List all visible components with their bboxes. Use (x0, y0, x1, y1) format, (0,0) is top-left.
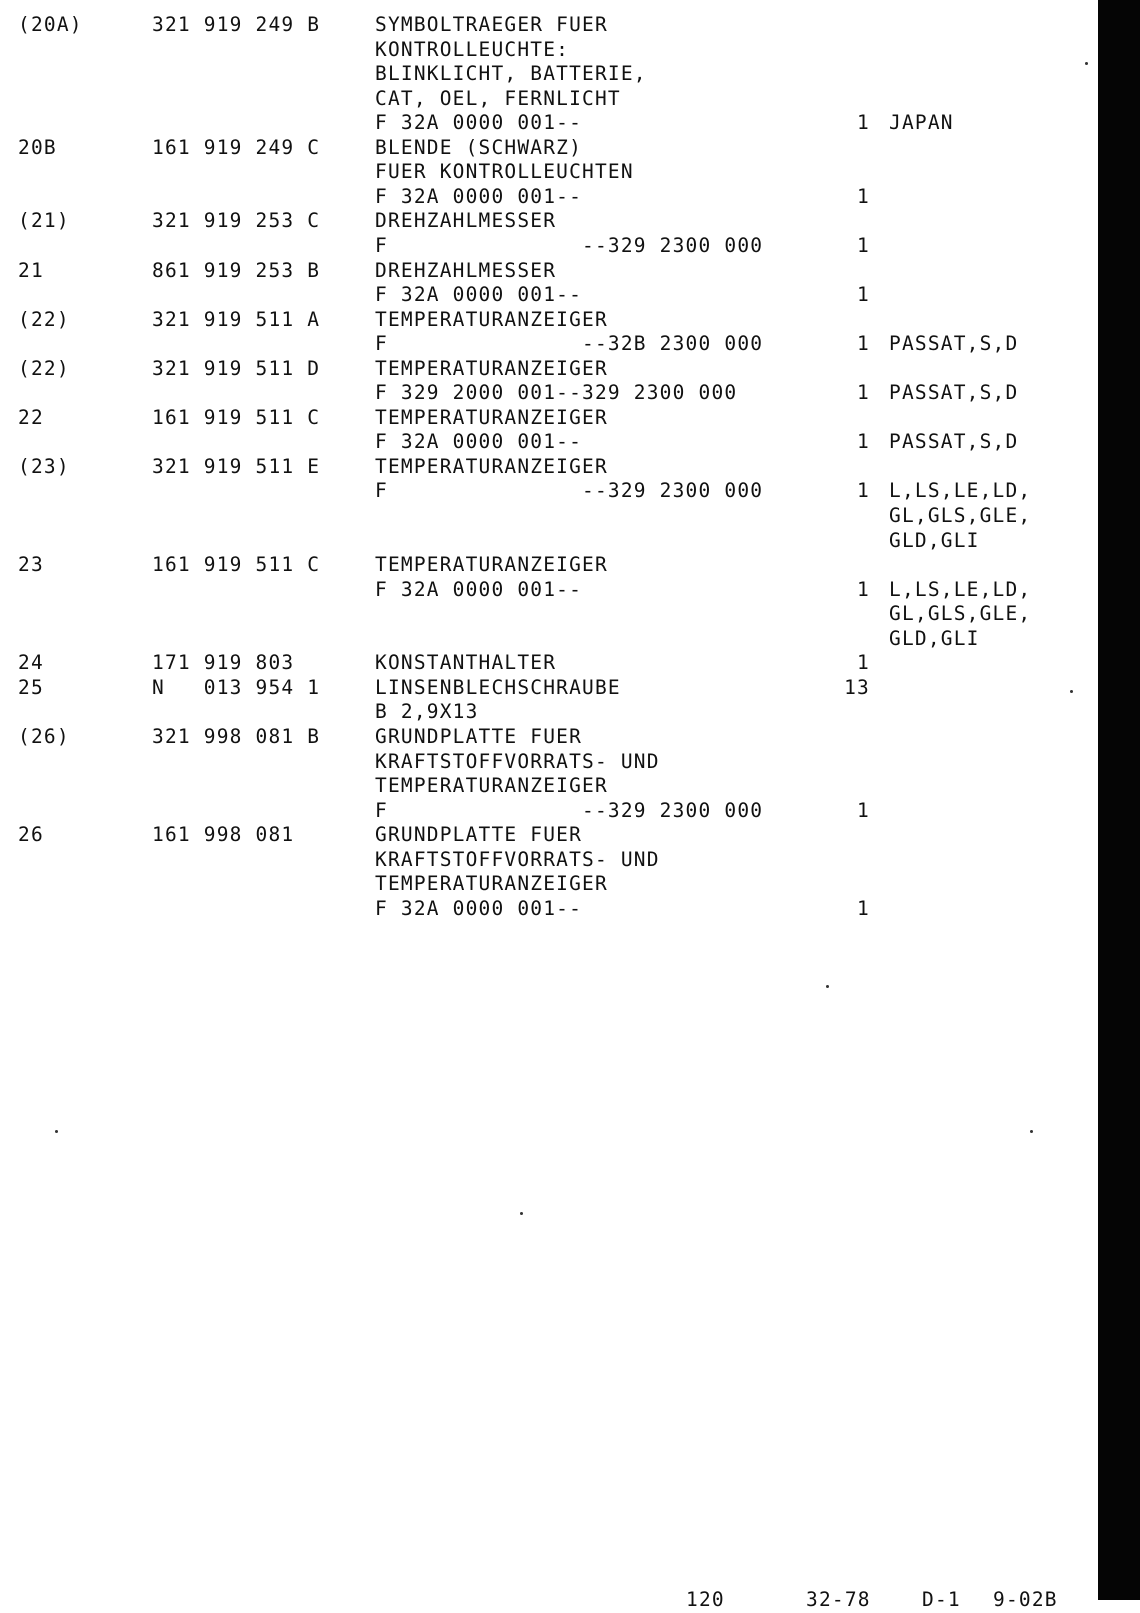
list-row (0, 897, 1098, 921)
position-number: (23) (18, 454, 70, 478)
model-remark: L,LS,LE,LD, (889, 577, 1032, 601)
part-number: 321 919 249 B (152, 13, 321, 36)
quantity: 1 (857, 577, 870, 601)
position-number: 22 (18, 405, 44, 429)
part-description: F 32A 0000 001-- (375, 896, 583, 920)
list-row (0, 357, 1098, 381)
part-number: N 013 954 1 (152, 675, 321, 699)
part-description: KRAFTSTOFFVORRATS- UND (375, 749, 660, 773)
list-row (0, 848, 1098, 872)
position-number: 20B (18, 135, 57, 159)
model-remark: GLD,GLI (889, 528, 980, 552)
list-row (0, 602, 1098, 626)
section-code: D-1 (922, 1588, 961, 1611)
date-code: 32-78 (806, 1588, 871, 1611)
list-row (0, 529, 1098, 553)
list-row (0, 750, 1098, 774)
list-row (0, 578, 1098, 602)
list-row (0, 160, 1098, 184)
scan-speck (1070, 690, 1073, 693)
part-number: 321 919 511 D (152, 356, 321, 380)
part-description: BLENDE (SCHWARZ) (375, 135, 583, 159)
position-number: (22) (18, 307, 70, 331)
position-number: (20A) (18, 13, 83, 36)
scan-edge-bar (1098, 0, 1140, 1600)
list-row (0, 700, 1098, 724)
scan-speck (826, 985, 829, 988)
part-number: 321 998 081 B (152, 725, 321, 748)
list-row (0, 774, 1098, 798)
part-description: F --32B 2300 000 (375, 332, 764, 356)
quantity: 1 (857, 184, 870, 208)
part-description: SYMBOLTRAEGER FUER (375, 13, 608, 36)
list-row (0, 381, 1098, 405)
part-description: F 32A 0000 001-- (375, 577, 583, 601)
scan-speck (55, 1130, 58, 1133)
list-row (0, 38, 1098, 62)
quantity: 1 (857, 430, 870, 454)
list-row (0, 259, 1098, 283)
part-description: F --329 2300 000 (375, 479, 764, 503)
list-row (0, 799, 1098, 823)
list-row (0, 283, 1098, 307)
part-description: FUER KONTROLLEUCHTEN (375, 160, 634, 184)
quantity: 13 (844, 675, 870, 699)
list-row (0, 62, 1098, 86)
list-row (0, 823, 1098, 847)
quantity: 1 (857, 111, 870, 135)
part-description: B 2,9X13 (375, 700, 479, 724)
model-remark: PASSAT,S,D (889, 430, 1019, 454)
part-description: KONTROLLEUCHTE: (375, 37, 570, 61)
part-number: 161 919 249 C (152, 135, 321, 159)
quantity: 1 (857, 332, 870, 356)
position-number: (22) (18, 356, 70, 380)
part-description: LINSENBLECHSCHRAUBE (375, 675, 621, 699)
list-row (0, 553, 1098, 577)
model-remark: GL,GLS,GLE, (889, 602, 1032, 626)
quantity: 1 (857, 479, 870, 503)
list-row (0, 872, 1098, 896)
list-row (0, 13, 1098, 37)
part-number: 171 919 803 (152, 651, 295, 675)
model-remark: L,LS,LE,LD, (889, 479, 1032, 503)
part-number: 321 919 511 E (152, 454, 321, 478)
part-number: 161 919 511 C (152, 553, 321, 577)
part-description: F --329 2300 000 (375, 798, 764, 822)
part-description: GRUNDPLATTE FUER (375, 725, 583, 748)
position-number: 21 (18, 258, 44, 282)
list-row (0, 406, 1098, 430)
list-row (0, 725, 1098, 749)
part-number: 161 919 511 C (152, 405, 321, 429)
part-description: TEMPERATURANZEIGER (375, 553, 608, 577)
part-description: F --329 2300 000 (375, 234, 764, 257)
part-number: 321 919 511 A (152, 307, 321, 331)
part-description: TEMPERATURANZEIGER (375, 774, 608, 798)
quantity: 1 (857, 896, 870, 920)
part-description: DREHZAHLMESSER (375, 209, 557, 233)
part-description: TEMPERATURANZEIGER (375, 454, 608, 478)
list-row (0, 111, 1098, 135)
part-description: TEMPERATURANZEIGER (375, 356, 608, 380)
model-remark: GL,GLS,GLE, (889, 504, 1032, 527)
quantity: 1 (857, 798, 870, 822)
part-description: TEMPERATURANZEIGER (375, 872, 608, 896)
position-number: (26) (18, 725, 70, 748)
list-row (0, 332, 1098, 356)
part-description: F 329 2000 001--329 2300 000 (375, 381, 738, 405)
part-description: F 32A 0000 001-- (375, 111, 583, 135)
model-remark: JAPAN (889, 111, 954, 135)
list-row (0, 185, 1098, 209)
list-row (0, 479, 1098, 503)
list-row (0, 308, 1098, 332)
position-number: (21) (18, 209, 70, 233)
catalog-reference: 9-02B (993, 1588, 1058, 1611)
list-row (0, 209, 1098, 233)
part-description: CAT, OEL, FERNLICHT (375, 86, 621, 110)
position-number: 24 (18, 651, 44, 675)
position-number: 25 (18, 675, 44, 699)
scan-speck (520, 1212, 523, 1215)
part-description: KONSTANTHALTER (375, 651, 557, 675)
list-row (0, 430, 1098, 454)
part-number: 861 919 253 B (152, 258, 321, 282)
list-row (0, 676, 1098, 700)
part-description: DREHZAHLMESSER (375, 258, 557, 282)
list-row (0, 651, 1098, 675)
list-row (0, 136, 1098, 160)
list-row (0, 234, 1098, 258)
quantity: 1 (857, 234, 870, 257)
model-remark: PASSAT,S,D (889, 332, 1019, 356)
list-row (0, 87, 1098, 111)
part-description: KRAFTSTOFFVORRATS- UND (375, 847, 660, 871)
part-description: BLINKLICHT, BATTERIE, (375, 62, 647, 86)
quantity: 1 (857, 283, 870, 307)
part-number: 321 919 253 C (152, 209, 321, 233)
scan-speck (1085, 62, 1088, 65)
list-row (0, 504, 1098, 528)
part-description: F 32A 0000 001-- (375, 430, 583, 454)
part-description: F 32A 0000 001-- (375, 283, 583, 307)
part-description: GRUNDPLATTE FUER (375, 823, 583, 847)
part-description: TEMPERATURANZEIGER (375, 405, 608, 429)
model-remark: GLD,GLI (889, 626, 980, 650)
model-remark: PASSAT,S,D (889, 381, 1019, 405)
part-number: 161 998 081 (152, 823, 295, 847)
list-row (0, 627, 1098, 651)
position-number: 23 (18, 553, 44, 577)
quantity: 1 (857, 381, 870, 405)
part-description: F 32A 0000 001-- (375, 184, 583, 208)
position-number: 26 (18, 823, 44, 847)
quantity: 1 (857, 651, 870, 675)
scan-speck (1030, 1130, 1033, 1133)
page-number: 120 (686, 1588, 725, 1611)
list-row (0, 455, 1098, 479)
part-description: TEMPERATURANZEIGER (375, 307, 608, 331)
